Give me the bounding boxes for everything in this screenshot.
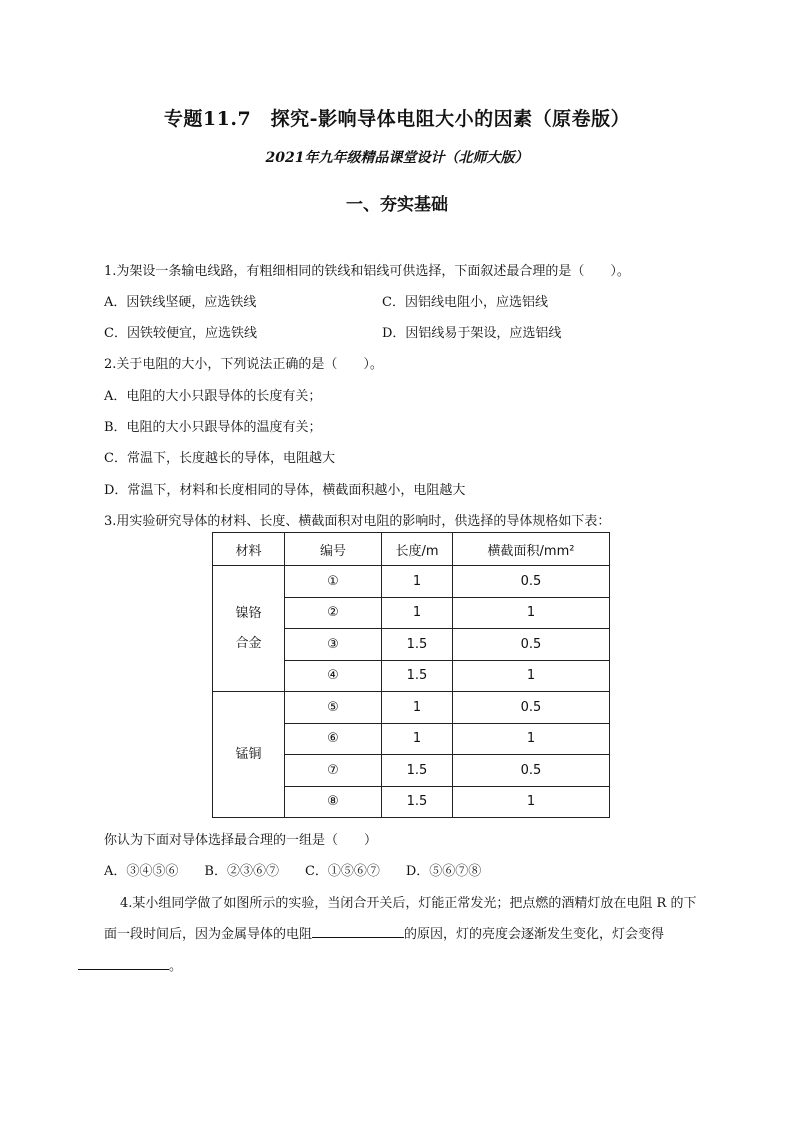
q3-stem: 3.用实验研究导体的材料、长度、横截面积对电阻的影响时，供选择的导体规格如下表： [104, 514, 611, 529]
table-header-cell-text: 横截面积/mm² [487, 543, 575, 559]
table-cell: 1 [453, 597, 610, 629]
q2-option-a: A．电阻的大小只跟导体的长度有关； [104, 389, 322, 404]
material-label: 镍铬 [235, 605, 262, 621]
table-cell: 1.5 [382, 629, 453, 661]
table-cell: 1 [453, 660, 610, 692]
q1-stem: 1.为架设一条输电线路，有粗细相同的铁线和铝线可供选择，下面叙述最合理的是（ ）。 [104, 264, 630, 279]
q4-text: 的原因，灯的亮度会逐渐发生变化，灯会变得 [404, 927, 665, 942]
material-label: 合金 [235, 635, 262, 651]
answer-blank[interactable] [78, 955, 169, 970]
q2-stem: 2.关于电阻的大小，下列说法正确的是（ ）。 [104, 357, 383, 372]
table-cell: 1 [453, 723, 610, 755]
q2-option-c: C．常温下，长度越长的导体，电阻越大 [104, 451, 335, 466]
table-cell: 1.5 [382, 660, 453, 692]
q2-option-d: D．常温下，材料和长度相同的导体，横截面积越小，电阻越大 [104, 483, 466, 498]
page-subtitle: 2021年九年级精品课堂设计（北师大版） [265, 150, 529, 166]
table-cell: ⑤ [285, 692, 382, 724]
table-cell: ⑧ [285, 786, 382, 818]
table-cell: ③ [285, 629, 382, 661]
table-cell: 1 [382, 723, 453, 755]
q1-option-c: C．因铝线电阻小，应选铝线 [382, 295, 548, 310]
table-cell: 0.5 [453, 755, 610, 787]
table-cell: ④ [285, 660, 382, 692]
answer-blank[interactable] [312, 923, 404, 938]
material-cell [213, 692, 285, 818]
q4-line-2 [104, 923, 664, 942]
table-cell: 1 [382, 566, 453, 598]
q4-text: 面一段时间后，因为金属导体的电阻 [104, 927, 313, 942]
table-header-cell: 编号 [285, 533, 382, 566]
table-row [213, 692, 610, 724]
table-cell: 1 [382, 692, 453, 724]
table-cell: ① [285, 566, 382, 598]
table-header-cell [453, 533, 610, 566]
table-cell: 0.5 [453, 566, 610, 598]
page-title: 专题11.7 探究-影响导体电阻大小的因素（原卷版） [163, 108, 631, 130]
q4-line-1: 4.某小组同学做了如图所示的实验，当闭合开关后，灯能正常发光；把点燃的酒精灯放在电阻 R 的下 [120, 896, 697, 911]
conductor-spec-table [212, 532, 610, 818]
q1-option-d: D．因铝线易于架设，应选铝线 [382, 326, 562, 341]
table-row [213, 566, 610, 598]
material-label: 锰铜 [235, 746, 262, 762]
material-cell [213, 566, 285, 692]
table-cell: 0.5 [453, 692, 610, 724]
table-cell: 0.5 [453, 629, 610, 661]
table-cell: ⑦ [285, 755, 382, 787]
q3-options: A．③④⑤⑥ B．②③⑥⑦ C．①⑤⑥⑦ D．⑤⑥⑦⑧ [104, 864, 482, 879]
table-header-row [213, 533, 610, 566]
table-header-cell: 材料 [213, 533, 285, 566]
q1-option-a: A．因铁线坚硬，应选铁线 [104, 295, 257, 310]
table-cell: 1.5 [382, 786, 453, 818]
q1-option-b: C．因铁较便宜，应选铁线 [104, 326, 257, 341]
table-cell: 1 [382, 597, 453, 629]
section-heading: 一、夯实基础 [346, 195, 448, 215]
q4-text: 。 [169, 959, 183, 974]
table-cell: 1.5 [382, 755, 453, 787]
table-cell: ⑥ [285, 723, 382, 755]
table-header-cell: 长度/m [382, 533, 453, 566]
q4-line-3 [78, 955, 182, 974]
q2-option-b: B．电阻的大小只跟导体的温度有关； [104, 420, 322, 435]
table-cell: ② [285, 597, 382, 629]
table-cell: 1 [453, 786, 610, 818]
q3-ask: 你认为下面对导体选择最合理的一组是（ ） [104, 833, 378, 848]
